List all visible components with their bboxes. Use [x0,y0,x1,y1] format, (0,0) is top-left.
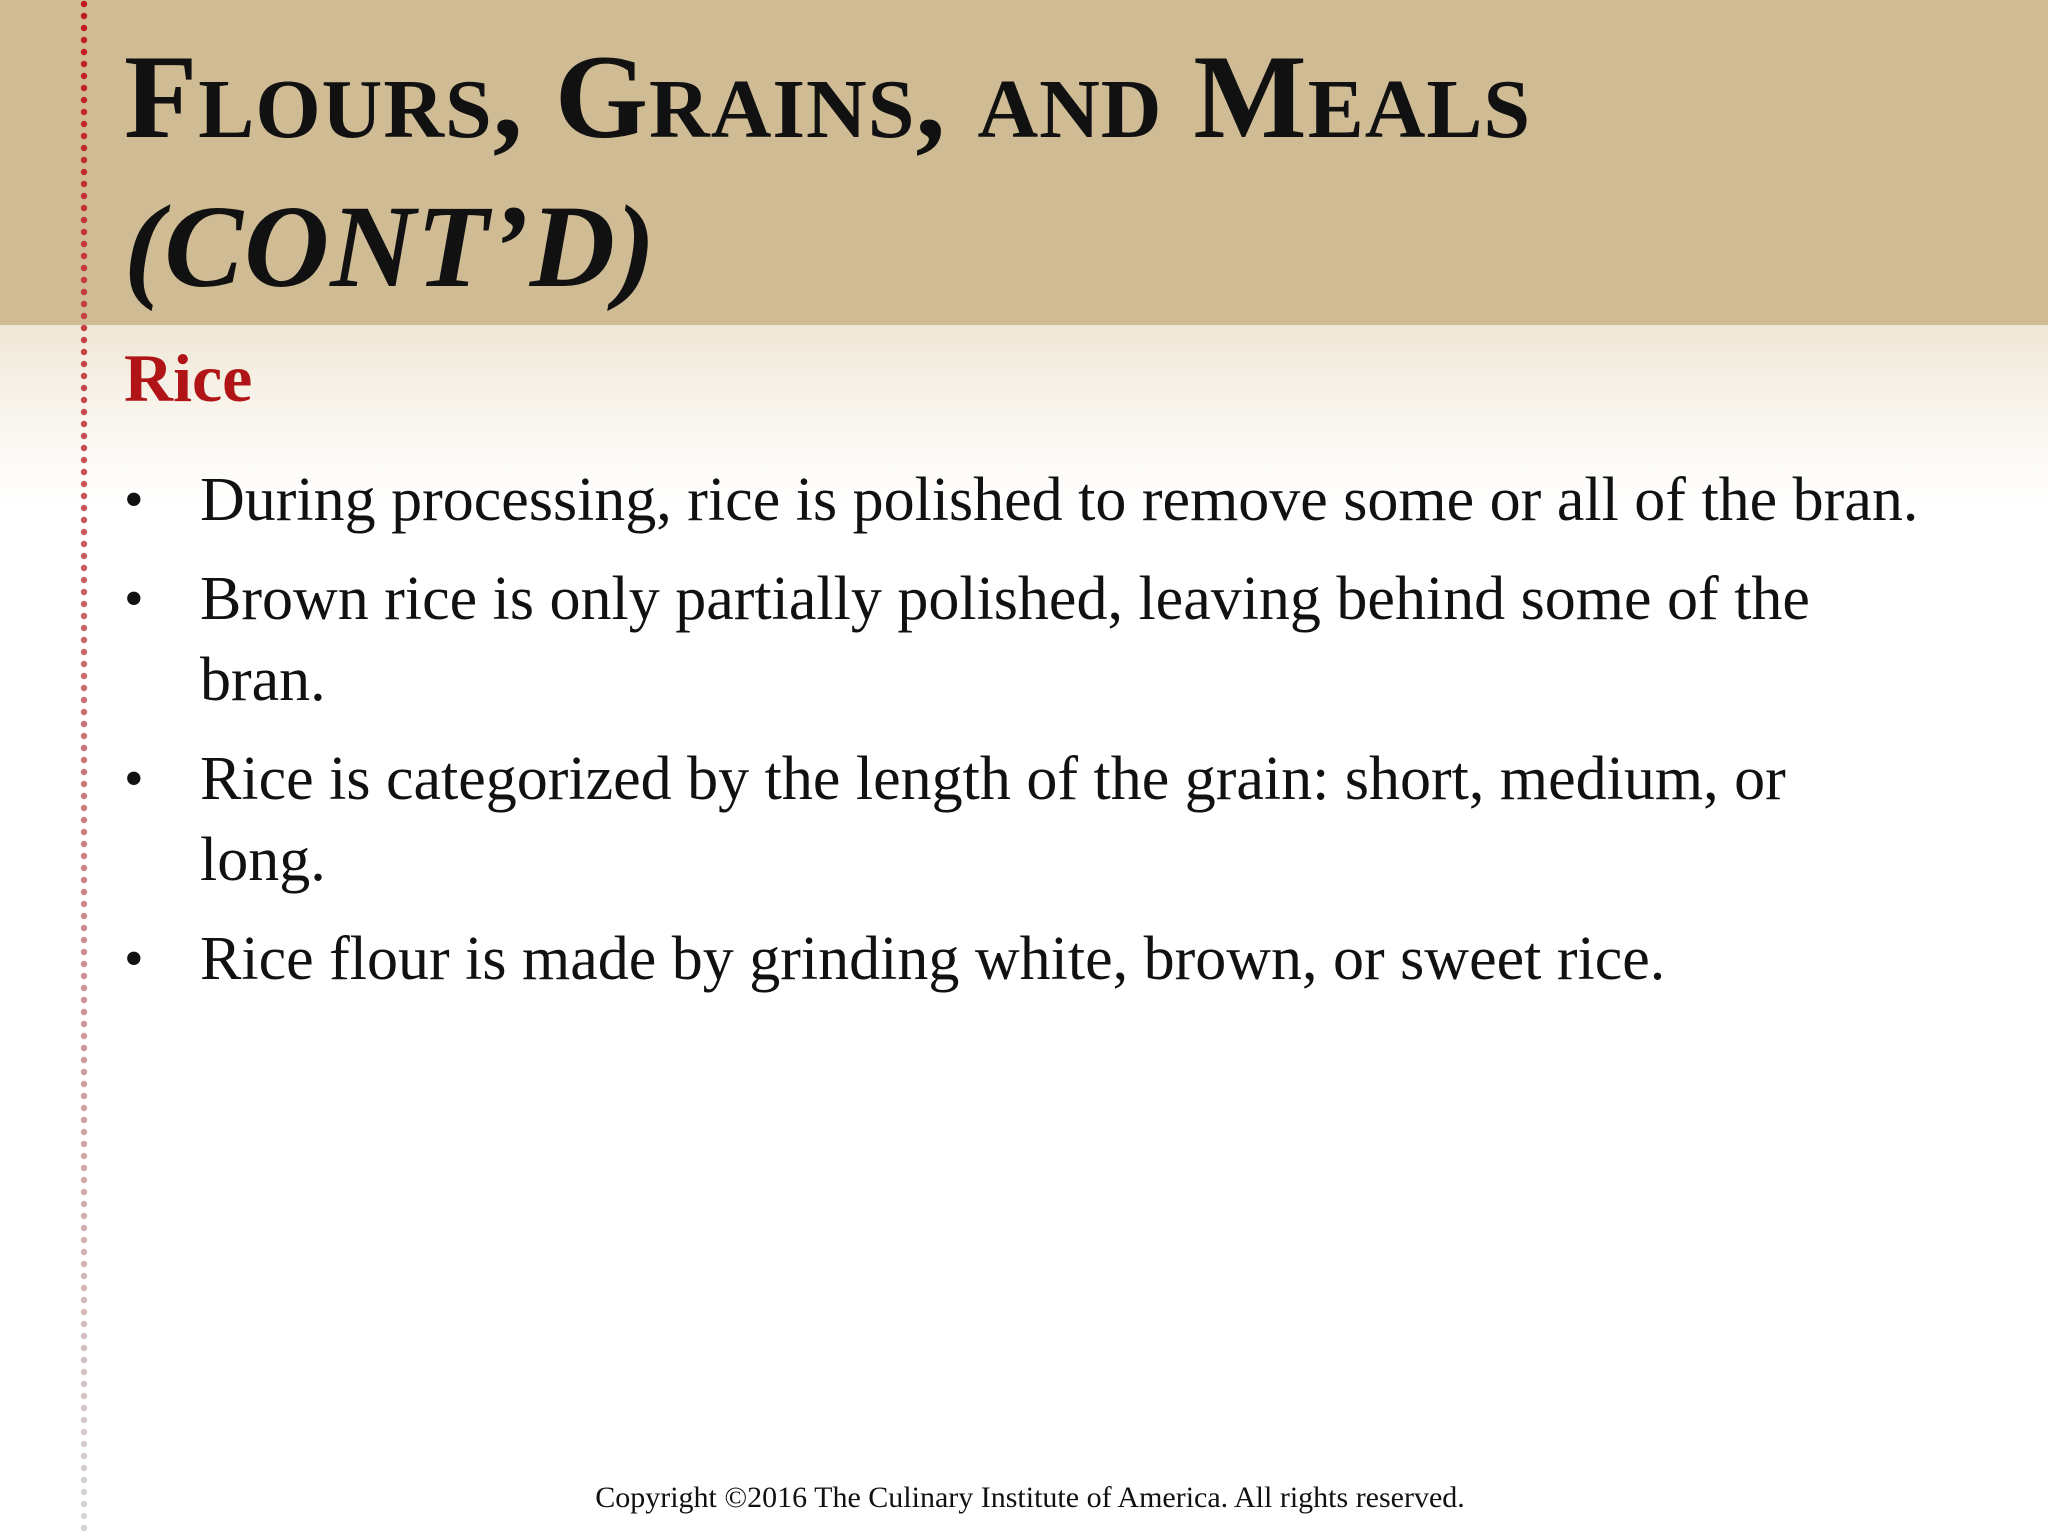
rule-dot [81,37,87,43]
rule-dot [81,721,87,727]
rule-dot [81,1009,87,1015]
rule-dot [81,145,87,151]
rule-dot [81,457,87,463]
rule-dot [81,1189,87,1195]
rule-dot [81,625,87,631]
rule-dot [81,169,87,175]
rule-dot [81,193,87,199]
bullet-item [124,739,1924,901]
rule-dot [81,1417,87,1423]
bullet-list [124,460,1924,1018]
rule-dot [81,325,87,331]
rule-dot [81,661,87,667]
rule-dot [81,613,87,619]
rule-dot [81,421,87,427]
rule-dot [81,1081,87,1087]
rule-dot [81,685,87,691]
rule-dot [81,1021,87,1027]
rule-dot [81,829,87,835]
rule-dot [81,553,87,559]
rule-dot [81,1393,87,1399]
rule-dot [81,1,87,7]
rule-dot [81,49,87,55]
rule-dot [81,1333,87,1339]
rule-dot [81,469,87,475]
rule-dot [81,1321,87,1327]
rule-dot [81,205,87,211]
rule-dot [81,601,87,607]
rule-dot [81,1141,87,1147]
rule-dot [81,949,87,955]
rule-dot [81,349,87,355]
rule-dot [81,229,87,235]
rule-dot [81,1213,87,1219]
rule-dot [81,1153,87,1159]
rule-dot [81,817,87,823]
rule-dot [81,157,87,163]
rule-dot [81,901,87,907]
bullet-text: Brown rice is only partially polished, leaving behind some of the bran. [200,565,1810,714]
rule-dot [81,985,87,991]
rule-dot [81,385,87,391]
rule-dot [81,877,87,883]
rule-dot [81,121,87,127]
rule-dot [81,1453,87,1459]
rule-dot [81,1429,87,1435]
slide-title [124,22,2004,322]
rule-dot [81,1357,87,1363]
rule-dot [81,337,87,343]
rule-dot [81,1093,87,1099]
rule-dot [81,649,87,655]
rule-dot [81,1069,87,1075]
rule-dot [81,637,87,643]
rule-dot [81,937,87,943]
rule-dot [81,1249,87,1255]
rule-dot [81,1057,87,1063]
rule-dot [81,1261,87,1267]
section-heading: Rice [124,340,253,416]
rule-dot [81,769,87,775]
rule-dot [81,253,87,259]
rule-dot [81,265,87,271]
rule-dot [81,505,87,511]
dotted-rule [80,0,88,1536]
rule-dot [81,1237,87,1243]
rule-dot [81,709,87,715]
slide-title-line1: Flours, Grains, and Meals [124,30,1532,163]
rule-dot [81,481,87,487]
bullet-item [124,919,1924,1000]
rule-dot [81,445,87,451]
rule-dot [81,433,87,439]
rule-dot [81,397,87,403]
bullet-text: Rice is categorized by the length of the grain: short, medium, or long. [200,745,1786,894]
rule-dot [81,409,87,415]
rule-dot [81,745,87,751]
rule-dot [81,289,87,295]
rule-dot [81,865,87,871]
rule-dot [81,517,87,523]
rule-dot [81,85,87,91]
rule-dot [81,13,87,19]
rule-dot [81,109,87,115]
rule-dot [81,1297,87,1303]
bullet-item [124,460,1924,541]
rule-dot [81,925,87,931]
rule-dot [81,301,87,307]
rule-dot [81,913,87,919]
rule-dot [81,1441,87,1447]
rule-dot [81,805,87,811]
rule-dot [81,217,87,223]
rule-dot [81,853,87,859]
bullet-dot-icon: • [124,469,144,531]
rule-dot [81,1105,87,1111]
rule-dot [81,757,87,763]
rule-dot [81,1285,87,1291]
rule-dot [81,1405,87,1411]
rule-dot [81,973,87,979]
rule-dot [81,529,87,535]
bullet-dot-icon: • [124,568,144,630]
rule-dot [81,25,87,31]
rule-dot [81,277,87,283]
rule-dot [81,1525,87,1531]
rule-dot [81,1045,87,1051]
rule-dot [81,373,87,379]
rule-dot [81,781,87,787]
rule-dot [81,541,87,547]
rule-dot [81,889,87,895]
rule-dot [81,73,87,79]
rule-dot [81,133,87,139]
bullet-dot-icon: • [124,748,144,810]
rule-dot [81,1309,87,1315]
rule-dot [81,697,87,703]
rule-dot [81,1225,87,1231]
slide-title-line2: (CONT’D) [124,181,657,312]
rule-dot [81,361,87,367]
bullet-text: Rice flour is made by grinding white, brown, or sweet rice. [200,925,1666,993]
rule-dot [81,1129,87,1135]
rule-dot [81,565,87,571]
rule-dot [81,793,87,799]
bullet-text: During processing, rice is polished to remove some or all of the bran. [200,466,1919,534]
rule-dot [81,313,87,319]
rule-dot [81,181,87,187]
rule-dot [81,1165,87,1171]
rule-dot [81,577,87,583]
rule-dot [81,841,87,847]
rule-dot [81,997,87,1003]
rule-dot [81,241,87,247]
rule-dot [81,97,87,103]
rule-dot [81,1345,87,1351]
rule-dot [81,61,87,67]
rule-dot [81,1369,87,1375]
rule-dot [81,1465,87,1471]
rule-dot [81,1177,87,1183]
rule-dot [81,1381,87,1387]
bullet-dot-icon: • [124,928,144,990]
rule-dot [81,493,87,499]
rule-dot [81,1201,87,1207]
rule-dot [81,673,87,679]
rule-dot [81,1273,87,1279]
copyright-footer: Copyright ©2016 The Culinary Institute of America. All rights reserved. [595,1481,1465,1514]
bullet-item [124,559,1924,721]
rule-dot [81,1117,87,1123]
rule-dot [81,1033,87,1039]
rule-dot [81,589,87,595]
rule-dot [81,733,87,739]
rule-dot [81,961,87,967]
